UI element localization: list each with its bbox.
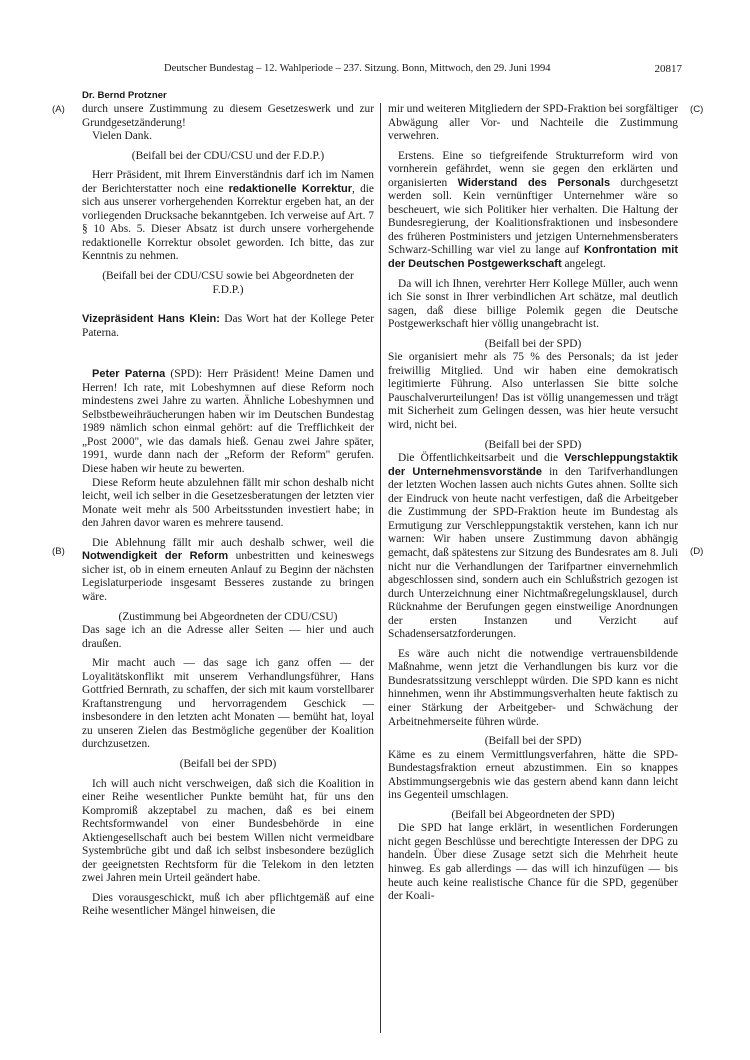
paragraph: Die SPD hat lange erklärt, in wesentlichen Forderungen nicht gegen Beschlüsse und berechtigte Interessen der DPG zu handeln. Über diese Zusage setzt sich die Mehrheit heute hinweg. Es gab allerdings — das will ich hinzufügen — bis heute auch keine realistische Chance für die SPD, gegenüber der Koali- [388,822,678,903]
paragraph: mir und weiteren Mitgliedern der SPD-Fraktion bei sorgfältiger Abwägung aller Vor- und Nachteile die Zustimmung verwehren. [388,103,678,143]
margin-mark-a: (A) [52,104,65,115]
speaker-name: Vizepräsident Hans Klein: [82,313,220,326]
bold-term: Widerstand des Personals [457,176,611,189]
paragraph: Sie organisiert mehr als 75 % des Personals; da ist jeder freiwillig Mitglied. Und wir haben eine demokratisch legitimierte Führung. Also unterlassen Sie bitte solche Pauschalverurteilungen! Das ist völlig unangemessen und trägt mit Sicherheit zum Gelingen dessen, was hier heute versucht wird, nicht bei. [388,351,678,432]
bold-term: Notwendigkeit der Reform [82,550,229,563]
paragraph: durch unsere Zustimmung zu diesem Gesetzeswerk und zur Grundgesetzänderung! [82,103,374,129]
margin-mark-d: (D) [690,546,704,557]
column-divider [380,103,381,1033]
paragraph: Diese Reform heute abzulehnen fällt mir schon deshalb nicht leicht, weil ich selber in die Gesetzesberatungen der letzten vier Monate weit mehr als 500 Arbeitsstunden investiert habe; in den Jahren davor waren es mehrere tausend. [82,476,374,530]
interjection: (Zustimmung bei Abgeordneten der CDU/CSU) [118,610,338,623]
paragraph: Die Öffentlichkeitsarbeit und die Verschleppungstaktik der Unternehmensvorstände in den Tarifverhandlungen der letzten Wochen lassen auch nichts Gutes ahnen. Sollte sich der Eindruck von heute nacht verfestigen, daß die Arbeitgeber die Zustimmung der SPD-Fraktion heute im Bundestag als Ermutigung zur Verschleppungstaktik verstehen, kann ich nur warnen: Wir haben unsere Zustimmung davon abhängig gemacht, daß spätestens zur Sitzung des Bundesrates am 8. Juli nicht nur die Verhandlungen der Tarifpartner einvernehmlich abgeschlossen sind, sondern auch ein Schlußstrich gezogen ist durch Unterzeichnung einer Nichtmaßregelungsklausel, durch Rücknahme der Berufungen gegen einstweilige Anordnungen der ersten Instanzen und Verzicht auf Schadensersatzforderungen. [388,452,678,641]
paragraph: Erstens. Eine so tiefgreifende Strukturreform wird von vornherein gefährdet, wenn sie gegen den erklärten und organisierten Widerstand des Personals durchgesetzt werden soll. Kein vernünftiger Unternehmer wäre so bescheuert, wie sich Politiker hier verhalten. Die Haltung der Bundesregierung, der Koalitionsfraktionen und insbesondere des früheren Postministers und jetzigen Unternehmensberaters Schwarz-Schilling war viel zu lange auf Konfrontation mit der Deutschen Postgewerkschaft angelegt. [388,149,678,271]
speaker-intro: Vizepräsident Hans Klein: Das Wort hat der Kollege Peter Paterna. [82,313,374,339]
margin-mark-c: (C) [690,104,704,115]
bold-term: Konfrontation mit der Deutschen Postgewerkschaft [388,244,678,271]
interjection: (Beifall bei der SPD) [484,735,582,748]
bold-term: redaktionelle Korrektur [228,182,353,195]
paragraph: Dies vorausgeschickt, muß ich aber pflichtgemäß auf eine Reihe wesentlicher Mängel hinweisen, die [82,891,374,918]
paragraph: Die Ablehnung fällt mir auch deshalb schwer, weil die Notwendigkeit der Reform unbestritten und keineswegs sicher ist, ob in einem erneuten Anlauf zu Beginn der nächsten Legislaturperiode insgesamt Besseres zustande zu bringen wäre. [82,536,375,603]
interjection: (Beifall bei der CDU/CSU sowie bei Abgeordneten der F.D.P.) [102,270,354,296]
paragraph: Käme es zu einem Vermittlungsverfahren, hätte die SPD-Bundestagsfraktion erneut abzustimmen. Ein so knappes Abstimmungsergebnis wie das gestern abend kann dann leicht ins Gegenteil umschlagen. [388,748,678,802]
paragraph: Ich will auch nicht verschweigen, daß sich die Koalition in einer Reihe wesentlicher Punkte bemüht hat, für uns den Kompromiß akzeptabel zu machen, daß es bei einem Rechtsformwandel von einer Bundesbehörde in eine Aktiengesellschaft auch bei bestem Willen nicht vermeidbare Systembrüche gibt und daß ich selbst insbesondere bezüglich der geeignetsten Rechtsform für die Telekom in den letzten zwei Jahren mein Urteil geändert habe. [82,777,374,885]
paragraph: Vielen Dank. [92,130,153,143]
margin-mark-b: (B) [52,546,65,557]
interjection: (Beifall bei der SPD) [484,337,582,350]
paragraph: Da will ich Ihnen, verehrter Herr Kollege Müller, auch wenn ich Sie sonst in Ihrer verbindlichen Art schätze, mal deutlich sagen, daß diese billige Polemik gegen die Deutsche Postgewerkschaft hier völlig unangebracht ist. [388,277,678,331]
paragraph: Herr Präsident, mit Ihrem Einverständnis darf ich im Namen der Berichterstatter noch eine redaktionelle Korrektur, die sich aus unserer vorhergehenden Korrektur ergeben hat, an der vorliegenden Drucksache bekanntgeben. Ich verweise auf Art. 7 § 10 Abs. 5. Dieser Absatz ist durch unsere vorhergehende redaktionelle Korrektur obsolet geworden. Ich bitte, das zur Kenntnis zu nehmen. [82,169,374,263]
speaker-name: Peter Paterna [92,368,166,381]
left-column [82,103,374,919]
interjection: (Beifall bei der CDU/CSU und der F.D.P.) [131,149,325,162]
speaker-running-name: Dr. Bernd Protzner [82,90,167,101]
interjection: (Beifall bei Abgeordneten der SPD) [451,808,615,821]
paragraph: Das sage ich an die Adresse aller Seiten — hier und auch draußen. [82,624,374,650]
page-number: 20817 [654,63,682,75]
interjection: (Beifall bei der SPD) [484,438,582,451]
running-head: Deutscher Bundestag – 12. Wahlperiode – 237. Sitzung. Bonn, Mittwoch, den 29. Juni 1994 [164,63,551,74]
paragraph: Mir macht auch — das sage ich ganz offen — der Loyalitätskonflikt mit unserem Verhandlungsführer, Hans Gottfried Bernrath, zu schaffen, der sich mit kaum vorstellbarer Kraftanstrengung und hervorragendem Geschick — insbesondere in den letzten acht Monaten — bemüht hat, loyal zu unseren Zielen das Bestmögliche gegenüber der Koalition durchzusetzen. [82,657,374,751]
page-header [82,62,682,76]
paragraph: Es wäre auch nicht die notwendige vertrauensbildende Maßnahme, wenn jetzt die Verhandlungen bis kurz vor die Bundesratssitzung verschleppt würden. Die SPD kann es nicht hinnehmen, wenn ihr Abstimmungsverhalten heute faktisch zu einer Stärkung der Arbeitgeber- und Schwächung der Arbeitnehmerseite führen würde. [388,647,678,728]
bold-term: Verschleppungstaktik der Unternehmensvorstände [388,452,678,478]
speech-start: Peter Paterna (SPD): Herr Präsident! Meine Damen und Herren! Ich rate, mit Lobeshymnen auf diese Reform noch mindestens zwei Jahre zu warten. Ähnliche Lobeshymnen und Selbstbeweihräucherungen haben wir im Deutschen Bundestag 1989 nämlich schon einmal gehört: auf die Trefflichkeit der „Post 2000", wie das damals hieß. Genau zwei Jahre später, 1991, wurde dann nach der „Reform der Reform" gerufen. Diese haben wir heute zu bewerten. [82,368,374,476]
interjection: (Beifall bei der SPD) [179,757,277,770]
right-column [388,103,678,904]
